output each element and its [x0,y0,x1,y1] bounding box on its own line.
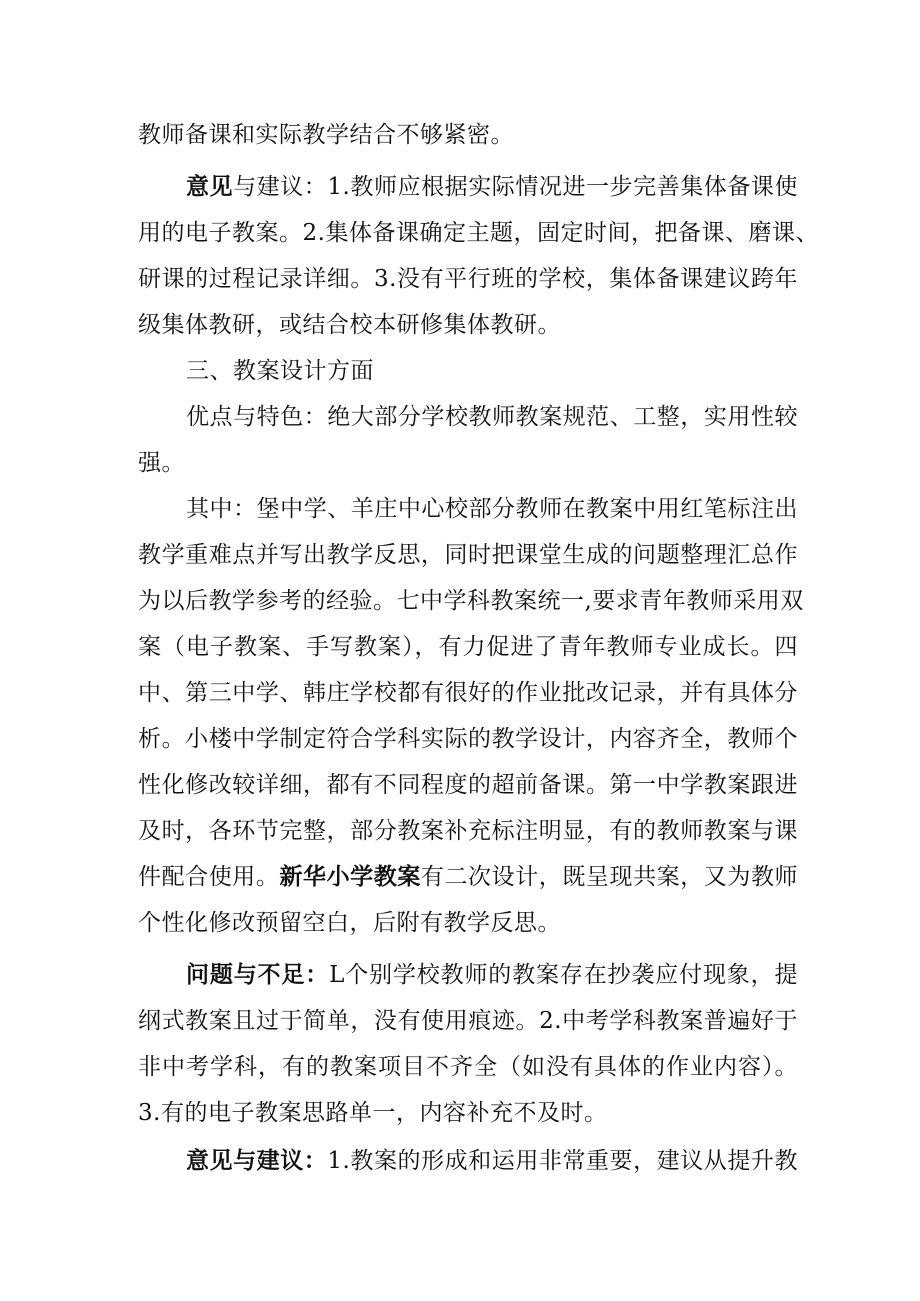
text-line: 用的电子教案。2.集体备课确定主题，固定时间，把备课、磨课、 [138,220,819,246]
text-line [186,960,798,990]
text-line: 非中考学科，有的教案项目不齐全（如没有具体的作业内容）。 [138,1054,798,1080]
label-problems: 问题与不足： [186,961,330,988]
label-suggestions: 意见与建议： [186,1147,328,1174]
text-line: 级集体教研，或结合校本研修集体教研。 [138,312,561,338]
text-line: 其中：堡中学、羊庄中心校部分教师在教案中用红笔标注出 [186,496,798,522]
text-line [186,172,798,202]
text-line [138,862,798,892]
text-segment: L个别学校教师的教案存在抄袭应付现象，提 [329,962,798,988]
text-line: 优点与特色：绝大部分学校教师教案规范、工整，实用性较 [186,404,798,430]
text-line: 案（电子教案、手写教案），有力促进了青年教师专业成长。四 [138,634,798,660]
text-line: 研课的过程记录详细。3.没有平行班的学校，集体备课建议跨年 [138,266,798,292]
bold-school-name: 新华小学教案 [279,863,421,890]
text-line: 性化修改较详细，都有不同程度的超前备课。第一中学教案跟进 [138,772,798,798]
text-segment: 有二次设计，既呈现共案，又为教师 [420,864,799,890]
text-line: 析。小楼中学制定符合学科实际的教学设计，内容齐全，教师个 [138,726,798,752]
text-line: 教学重难点并写出教学反思，同时把课堂生成的问题整理汇总作 [138,542,798,568]
text-line: 中、第三中学、韩庄学校都有很好的作业批改记录，并有具体分 [138,680,798,706]
section-heading: 三、教案设计方面 [186,358,374,384]
label-opinion-rest: 与建议： [233,174,328,200]
text-line: 强。 [138,450,185,476]
label-opinion-bold: 意见 [186,173,234,200]
text-segment: 1.教案的形成和运用非常重要，建议从提升教 [327,1148,798,1174]
text-line: 3.有的电子教案思路单一，内容补充不及时。 [138,1100,608,1126]
text-segment: 1.教师应根据实际情况进一步完善集体备课使 [327,174,798,200]
text-line: 及时，各环节完整，部分教案补充标注明显，有的教师教案与课 [138,818,798,844]
text-line [186,1146,798,1176]
text-line: 教师备课和实际教学结合不够紧密。 [138,122,514,148]
text-segment: 件配合使用。 [138,864,280,890]
text-line: 为以后教学参考的经验。七中学科教案统一,要求青年教师采用双 [138,588,804,614]
text-line: 纲式教案且过于简单，没有使用痕迹。2.中考学科教案普遍好于 [138,1008,798,1034]
text-line: 个性化修改预留空白，后附有教学反思。 [138,910,561,936]
